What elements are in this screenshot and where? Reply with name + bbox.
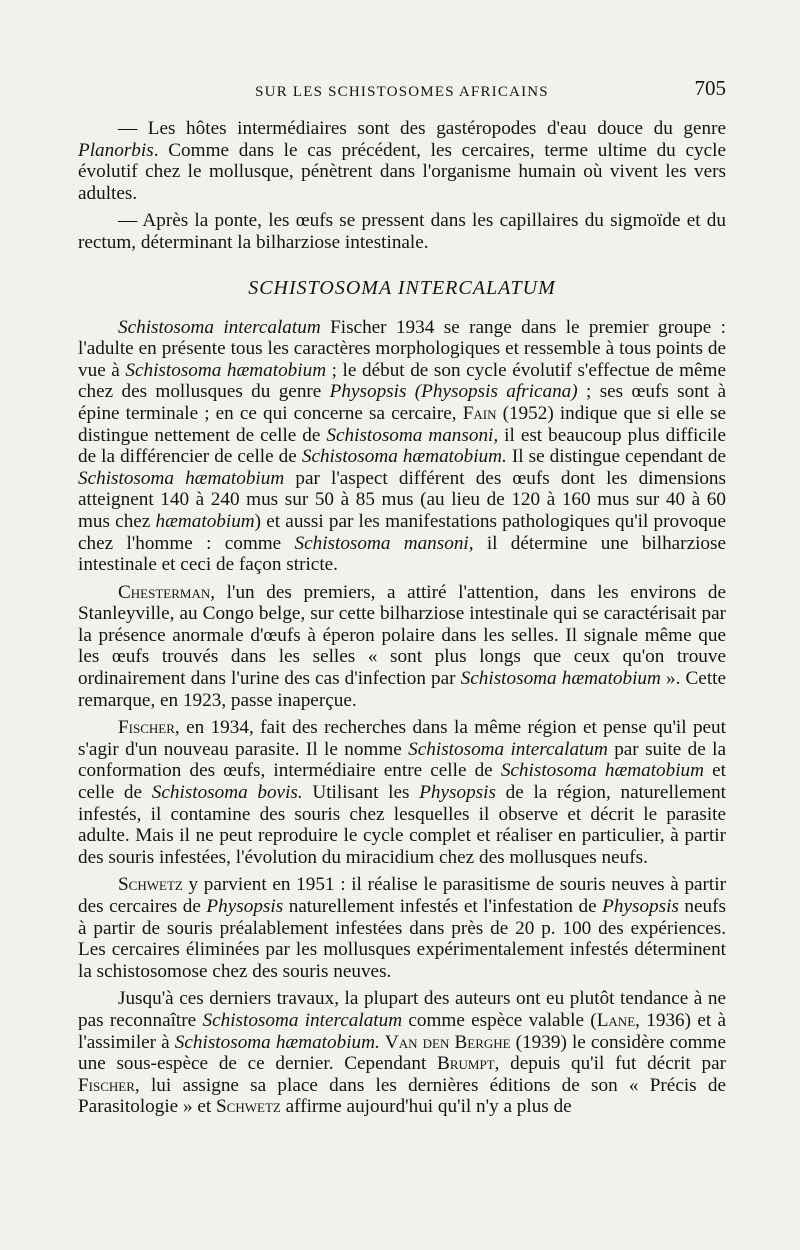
italic-run: Schistosoma intercalatum [202,1009,403,1031]
text-run: comme espèce valable ( [402,1009,597,1031]
text-run: — Après la ponte, les œufs se pressent dans les capillaires du sigmoïde et du rectum, déterminant la bilharziose intestinale. [78,210,726,253]
text-run: Jusqu'à ces derniers travaux, la plupart des auteurs ont eu plutôt tendance à ne pas reconnaître [78,988,726,1031]
text-run: , l'un des premiers, a attiré l'attention, dans les environs de Stanleyville, au Congo belge, sur cette bilharziose intestinale qui se caractérisait par la présence anormale d'œufs à éperon polaire dans les selles. Il signale même que les œufs trouvés dans les selles « sont plus longs que ceux qu'on trouve ordinairement dans l'urine des cas d'infection par [78,581,726,690]
italic-run: Schistosoma hæmatobium [125,359,327,381]
italic-run: Physopsis [419,782,496,804]
text-run: Utilisant les [302,782,420,804]
italic-run: Planorbis [78,139,154,161]
italic-run: Physopsis [602,896,679,917]
text-run: naturellement infestés et l'infestation de [283,896,603,917]
italic-run: Schistosoma intercalatum [118,316,321,338]
italic-run: Schistosoma mansoni, [326,424,499,446]
text-run: (1939) le considère comme une sous-espèce de ce dernier. Cependant [78,1031,726,1075]
text-run: Il se distingue cependant de [506,446,726,468]
author-name: Chesterman [118,581,211,603]
italic-run: Schistosoma hæmatobium [460,668,661,690]
italic-run: Schistosoma hæmatobium. [174,1031,380,1053]
paragraph-3 [78,317,726,576]
body-text [78,118,726,1118]
italic-run: Schistosoma mansoni, [294,532,474,554]
text-run: Fischer 1934 se range dans le premier groupe : l'adulte en présente tous les caractères morphologiques et ressemble à tous points de vue à [78,316,727,381]
italic-run: Schistosoma bovis. [151,782,303,804]
section-title: SCHISTOSOMA INTERCALATUM [248,276,556,299]
author-name: Brumpt [437,1053,495,1075]
paragraph-6 [78,874,726,982]
italic-run: Schistosoma hæmatobium [500,760,705,782]
author-name: Fischer [78,1074,135,1096]
paragraph-4 [78,582,726,712]
text-run: de la région, naturellement infestés, il contamine des souris chez lesquelles il observe et décrit le parasite adulte. Mais il ne peut reproduire le cycle complet et réaliser en particulier, à partir des souris infestées, l'évolution du miracidium chez des mollusques neufs. [78,782,726,868]
author-name: Lane [596,1009,636,1031]
italic-run: Physopsis (Physopsis africana) [329,381,578,403]
italic-run: Schistosoma hæmatobium [78,467,285,489]
author-name: Van den Berghe [384,1031,511,1053]
author-name: Fain [462,402,497,424]
running-title: SUR LES SCHISTOSOMES AFRICAINS [255,84,549,100]
paragraph-7 [78,988,726,1118]
text-run: , en 1934, fait des recherches dans la même région et pense qu'il peut s'agir d'un nouveau parasite. Il le nomme [78,717,726,760]
italic-run: Schistosoma hæmatobium. [301,446,507,468]
text-run: . Comme dans le cas précédent, les cercaires, terme ultime du cycle évolutif chez le mollusque, pénètrent dans l'organisme humain où vivent les vers adultes. [78,139,726,204]
italic-run: hæmatobium [155,510,255,532]
text-run: , depuis qu'il fut décrit par [494,1053,726,1075]
text-run: neufs à partir de souris préalablement infestées dans près de 20 p. 100 des expériences. Les cercaires éliminées par les mollusques expérimentalement infestés déterminent la schistosomose chez des souris neuves. [78,896,726,982]
author-name: Schwetz [118,874,183,896]
text-run: ; ses œufs sont à épine terminale ; en ce qui concerne sa cercaire, [78,381,726,424]
text-run: , lui assigne sa place dans les dernières éditions de son « Précis de Parasitologie » et [78,1074,726,1118]
text-run: ». Cette remarque, en 1923, passe inaperçue. [78,668,726,711]
paragraph-5 [78,717,726,868]
text-run: y parvient en 1951 : il réalise le parasitisme de souris neuves à partir des cercaires de [78,874,726,917]
text-run: par suite de la conformation des œufs, intermédiaire entre celle de [78,738,727,782]
text-run: (1952) indique que si elle se distingue nettement de celle de [78,402,727,446]
paragraph-2 [78,210,726,253]
page-number: 705 [694,76,726,100]
text-run: il est beaucoup plus difficile de la différencier de celle de [78,424,726,468]
author-name: Fischer [118,717,175,739]
text-run: , 1936) et à l'assimiler à [78,1009,727,1053]
text-run: il détermine une bilharziose intestinale et ceci de façon stricte. [78,532,726,576]
italic-run: Schistosoma intercalatum [408,738,608,760]
page-header [78,76,726,106]
text-run: ; le début de son cycle évolutif s'effectue de même chez des mollusques du genre [78,359,726,403]
text-run: affirme aujourd'hui qu'il n'y a plus de [280,1096,572,1118]
paragraph-1 [78,118,726,204]
text-run: et celle de [78,760,726,804]
author-name: Schwetz [216,1096,281,1118]
italic-run: Physopsis [206,896,284,917]
text-run: par l'aspect différent des œufs dont les dimensions atteignent 140 à 240 mus sur 50 à 85 mus (au lieu de 120 à 160 mus sur 40 à 60 mus chez [78,467,726,532]
text-run: ) et aussi par les manifestations pathologiques qu'il provoque chez l'homme : comme [78,510,726,554]
text-run: — Les hôtes intermédiaires sont des gastéropodes d'eau douce du genre [118,118,726,139]
